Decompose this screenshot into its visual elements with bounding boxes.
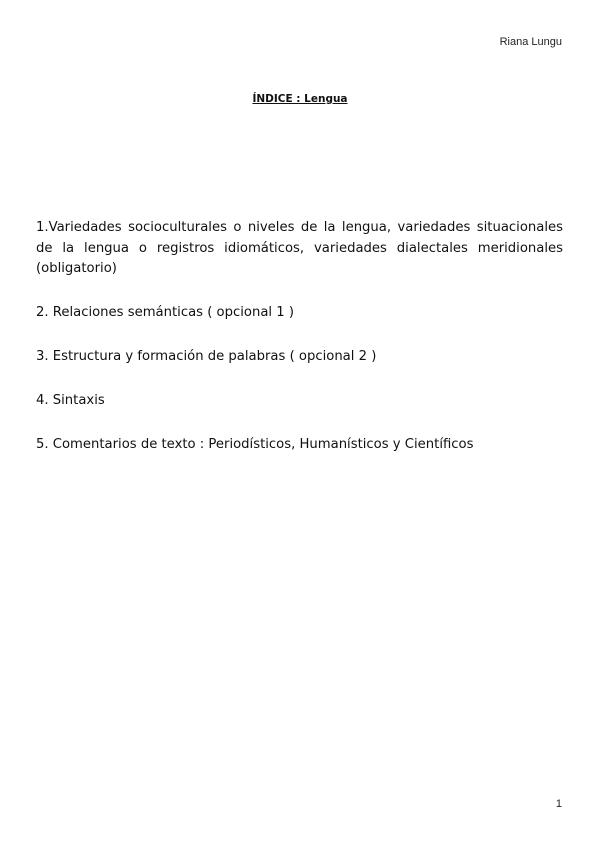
page-number: 1 xyxy=(555,798,562,810)
toc-item-5: 5. Comentarios de texto : Periodísticos, Humanísticos y Científicos xyxy=(36,436,474,452)
table-of-contents xyxy=(36,218,563,479)
toc-item-3: 3. Estructura y formación de palabras ( opcional 2 ) xyxy=(36,348,377,364)
toc-item-1: 1.Variedades socioculturales o niveles de la lengua, variedades situacionales de la lengua o registros idiomáticos, variedades dialectales meridionales (obligatorio) xyxy=(36,220,563,276)
page-title: ÍNDICE : Lengua xyxy=(252,93,348,105)
toc-item-4: 4. Sintaxis xyxy=(36,392,105,408)
header-author: Riana Lungu xyxy=(499,36,562,48)
toc-item-2: 2. Relaciones semánticas ( opcional 1 ) xyxy=(36,304,294,320)
